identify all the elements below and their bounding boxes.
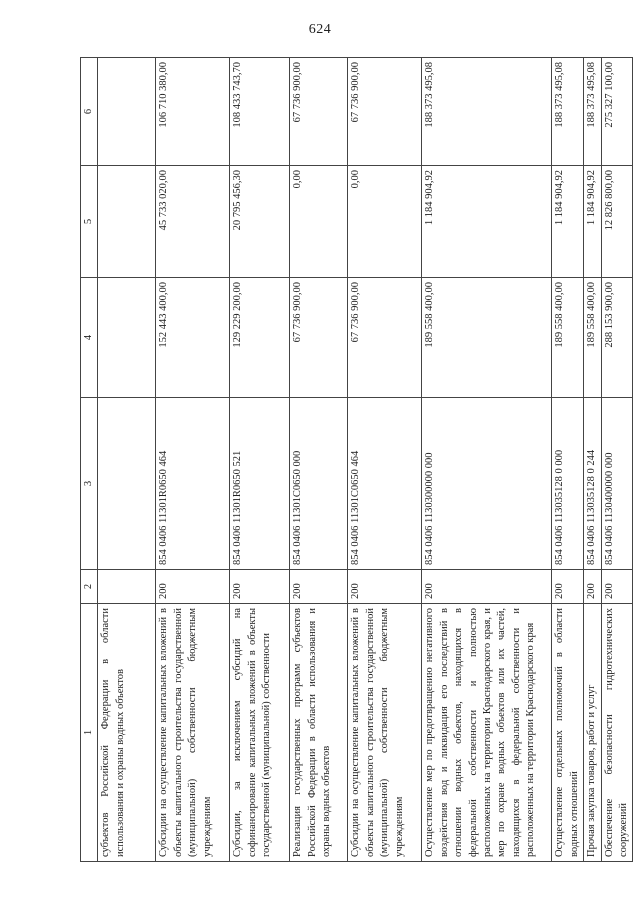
row-name: Осуществление мер по предотвращению негативного воздействия вод и ликвидация его последствий в отношении водных объектов, находящихся в федеральной собственности и полностью расположенных на территории Краснодарского края, и мер по охране водных объектов или их частей, находящихся в федеральной собственности и расположенных на территории Краснодарского края: [422, 604, 552, 862]
row-col6: 108 433 743,70: [230, 58, 290, 166]
table-row: [422, 58, 552, 862]
row-col4: 189 558 400,00: [552, 278, 584, 398]
header-cell: 5: [81, 166, 98, 278]
row-name: субъектов Российской Федерации в области использования и охраны водных объектов: [98, 604, 156, 862]
row-col6: 188 373 495,08: [552, 58, 584, 166]
page-number: 624: [308, 22, 332, 37]
row-col4: 67 736 900,00: [348, 278, 422, 398]
row-code: 200: [156, 570, 230, 604]
row-kbk: 854 0406 11301R0650 464: [156, 398, 230, 570]
row-col4: 67 736 900,00: [290, 278, 348, 398]
row-kbk: 854 0406 11301C0650 000: [290, 398, 348, 570]
header-cell: 1: [81, 604, 98, 862]
row-col6: 67 736 900,00: [348, 58, 422, 166]
row-code: 200: [422, 570, 552, 604]
row-name: Субсидии, за исключением субсидий на софинансирование капитальных вложений в объекты государственной (муниципальной) собственности: [230, 604, 290, 862]
row-kbk: 854 0406 1130300000 000: [422, 398, 552, 570]
row-col5: 20 795 456,30: [230, 166, 290, 278]
row-col6: 275 327 100,00: [601, 58, 633, 166]
header-cell: 4: [81, 278, 98, 398]
table-row: [601, 58, 633, 862]
table-row: [552, 58, 584, 862]
table-row: [230, 58, 290, 862]
row-col5: [98, 166, 156, 278]
row-col6: [98, 58, 156, 166]
table-row: [156, 58, 230, 862]
row-code: 200: [290, 570, 348, 604]
row-code: 200: [348, 570, 422, 604]
row-col4: 288 153 900,00: [601, 278, 633, 398]
header-cell: 6: [81, 58, 98, 166]
row-col6: 106 710 380,00: [156, 58, 230, 166]
row-col4: 189 558 400,00: [584, 278, 601, 398]
row-code: 200: [584, 570, 601, 604]
header-cell: 3: [81, 398, 98, 570]
row-kbk: 854 0406 113035128 0 244: [584, 398, 601, 570]
row-name: Прочая закупка товаров, работ и услуг: [584, 604, 601, 862]
row-col4: 189 558 400,00: [422, 278, 552, 398]
row-name: Субсидии на осуществление капитальных вложений в объекты капитального строительства государственной (муниципальной) собственности бюджетным учреждениям: [156, 604, 230, 862]
row-col5: 1 184 904,92: [584, 166, 601, 278]
row-col6: 188 373 495,08: [422, 58, 552, 166]
row-col6: 67 736 900,00: [290, 58, 348, 166]
row-col5: 1 184 904,92: [552, 166, 584, 278]
rotated-table-wrapper: [80, 58, 630, 862]
table-row: [98, 58, 156, 862]
row-name: Субсидии на осуществление капитальных вложений в объекты капитального строительства государственной (муниципальной) собственности бюджетным учреждениям: [348, 604, 422, 862]
row-name: Реализация государственных программ субъектов Российской Федерации в области использования и охраны водных объектов: [290, 604, 348, 862]
table-row: [290, 58, 348, 862]
row-code: 200: [552, 570, 584, 604]
row-col4: 152 443 400,00: [156, 278, 230, 398]
row-code: [98, 570, 156, 604]
row-code: 200: [230, 570, 290, 604]
table-row: [348, 58, 422, 862]
row-code: 200: [601, 570, 633, 604]
row-col5: 1 184 904,92: [422, 166, 552, 278]
row-col4: 129 229 200,00: [230, 278, 290, 398]
row-name: Осуществление отдельных полномочий в области водных отношений: [552, 604, 584, 862]
row-kbk: [98, 398, 156, 570]
header-cell: 2: [81, 570, 98, 604]
row-kbk: 854 0406 11301R0650 521: [230, 398, 290, 570]
row-col6: 188 373 495,08: [584, 58, 601, 166]
row-col5: 45 733 020,00: [156, 166, 230, 278]
budget-table-sheet: [80, 58, 630, 862]
row-kbk: 854 0406 1130400000 000: [601, 398, 633, 570]
row-kbk: 854 0406 11301C0650 464: [348, 398, 422, 570]
budget-table: [80, 57, 633, 862]
row-kbk: 854 0406 113035128 0 000: [552, 398, 584, 570]
row-name: Обеспечение безопасности гидротехнических сооружений: [601, 604, 633, 862]
table-row: [584, 58, 601, 862]
row-col4: [98, 278, 156, 398]
header-row: [81, 58, 98, 862]
row-col5: 0,00: [348, 166, 422, 278]
row-col5: 0,00: [290, 166, 348, 278]
row-col5: 12 826 800,00: [601, 166, 633, 278]
